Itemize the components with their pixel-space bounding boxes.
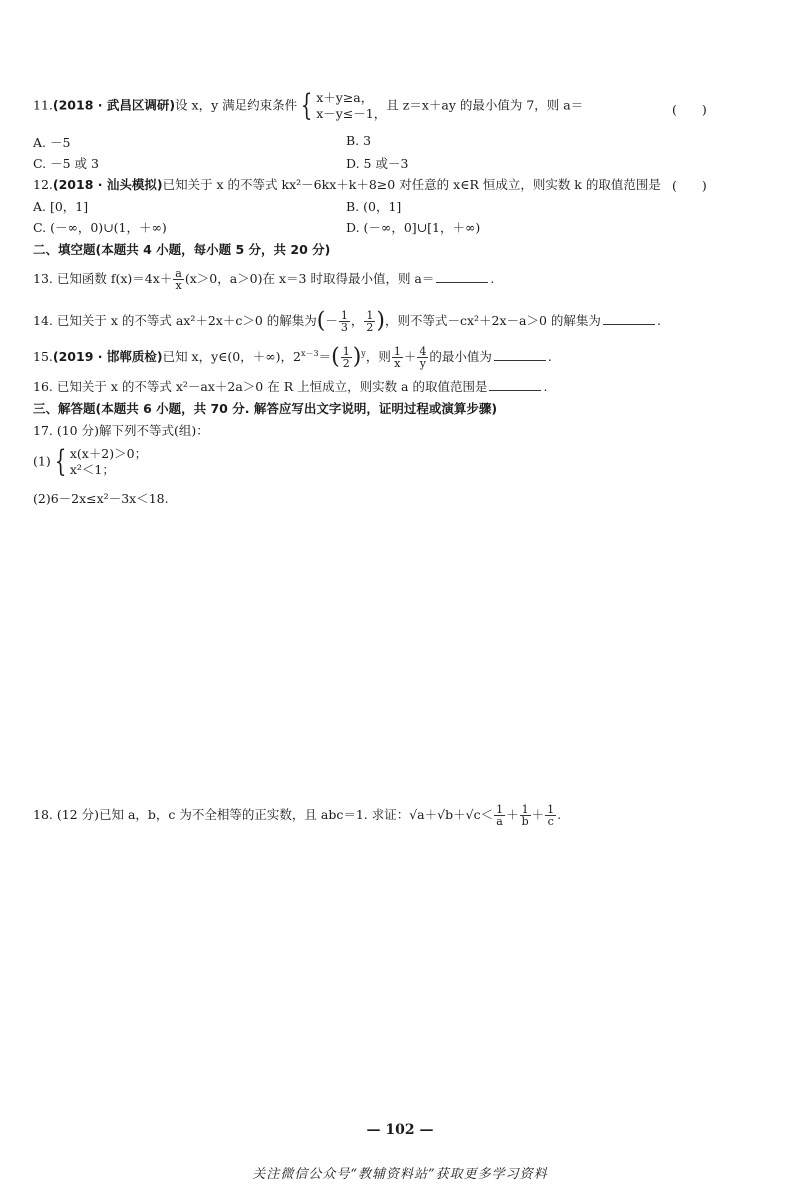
open-paren: ( (316, 308, 326, 334)
option-b: B. (0，1] (346, 199, 402, 214)
option-d: D. (－∞，0]∪[1，＋∞) (346, 220, 481, 235)
question-text: 18. (12 分)已知 a，b，c 为不全相等的正实数，且 abc＝1. 求证：√a＋√b＋√c＜ (33, 807, 494, 822)
answer-blank[interactable] (494, 348, 546, 361)
fraction (339, 310, 350, 333)
denominator: 2 (366, 321, 374, 334)
numerator: 4 (419, 345, 427, 359)
period: . (490, 271, 495, 286)
question-11 (33, 90, 583, 122)
denominator: x (175, 279, 182, 292)
question-number: 15. (33, 349, 53, 365)
section-heading-solutions: 三、解答题(本题共 6 小题，共 70 分. 解答应写出文字说明，证明过程或演算步骤) (33, 401, 498, 416)
answer-blank[interactable] (603, 312, 655, 325)
question-text: 已知 x，y∈(0，＋∞)，2 (162, 349, 301, 365)
denominator: 2 (342, 357, 350, 371)
answer-paren: ( ) (672, 102, 707, 117)
numerator: 1 (520, 804, 531, 816)
section-heading-fill-in: 二、填空题(本题共 4 小题，每小题 5 分，共 20 分) (33, 242, 331, 257)
question-source: (2018 · 汕头模拟) (52, 177, 163, 192)
question-number: 11. (33, 97, 53, 113)
denominator: x (394, 357, 401, 371)
question-text: ，则 (365, 349, 391, 365)
inequality-system (70, 446, 147, 478)
question-12 (33, 176, 661, 194)
answer-blank[interactable] (489, 378, 541, 391)
option-a: A. [0，1] (33, 199, 89, 214)
numerator: 1 (340, 309, 348, 322)
question-17: 17. (10 分)解下列不等式(组)： (33, 423, 209, 438)
fraction (520, 804, 531, 827)
question-source: (2019 · 邯郸质检) (52, 349, 163, 365)
fraction (173, 268, 184, 291)
question-text: 的最小值为 (429, 349, 492, 365)
inequality-line: x²＜1； (69, 462, 115, 477)
option-b: B. 3 (346, 133, 372, 148)
fraction (417, 346, 428, 369)
period: . (656, 313, 661, 328)
equals: ＝ (318, 349, 332, 365)
fraction (545, 804, 556, 827)
plus: ＋ (506, 807, 519, 822)
option-d: D. 5 或－3 (346, 156, 409, 171)
period: . (547, 349, 552, 365)
numerator: a (175, 267, 182, 280)
close-paren: ) (352, 344, 362, 370)
fraction (392, 346, 403, 369)
question-text: 14. 已知关于 x 的不等式 ax²＋2x＋c＞0 的解集为 (33, 313, 317, 328)
option-a: A. －5 (33, 135, 71, 150)
question-16 (33, 378, 547, 396)
question-text: (x＞0，a＞0)在 x＝3 时取得最小值，则 a＝ (184, 271, 435, 286)
exponent: y (361, 349, 366, 358)
page-number: — 102 — (366, 1122, 434, 1138)
question-17-part-2: (2)6－2x≤x²－3x＜18. (33, 491, 169, 506)
question-text: 13. 已知函数 f(x)＝4x＋ (33, 271, 173, 286)
question-text: 已知关于 x 的不等式 kx²－6kx＋k＋8≥0 对任意的 x∈R 恒成立，则实数 k 的取值范围是 (162, 177, 661, 192)
brace: { (54, 444, 66, 479)
numerator: 1 (366, 309, 374, 322)
question-text: ，则不等式－cx²＋2x－a＞0 的解集为 (384, 313, 601, 328)
answer-paren: ( ) (672, 178, 707, 193)
question-18 (33, 804, 561, 827)
fraction (341, 346, 352, 369)
question-text: 16. 已知关于 x 的不等式 x²－ax＋2a＞0 在 R 上恒成立，则实数 a 的取值范围是 (33, 379, 488, 394)
question-14 (33, 310, 661, 333)
plus: ＋ (531, 807, 545, 822)
denominator: y (419, 357, 426, 371)
numerator: 1 (547, 803, 555, 816)
denominator: b (521, 815, 529, 828)
question-text: 设 x，y 满足约束条件 (175, 97, 298, 113)
footer-note: 关注微信公众号“教辅资料站”获取更多学习资料 (252, 1167, 548, 1182)
answer-blank[interactable] (436, 270, 488, 283)
comma: ， (350, 313, 364, 328)
denominator: a (496, 815, 503, 828)
question-source: (2018 · 武昌区调研) (52, 97, 176, 113)
close-paren: ) (376, 308, 385, 334)
question-text: 且 z＝x＋ay 的最小值为 7，则 a＝ (386, 97, 584, 113)
numerator: 1 (393, 345, 401, 359)
denominator: c (547, 815, 554, 828)
inequality-line: x(x＋2)＞0； (69, 446, 148, 461)
denominator: 3 (340, 321, 348, 334)
option-c: C. (－∞，0)∪(1，＋∞) (33, 220, 167, 235)
open-paren: ( (331, 344, 340, 370)
option-c: C. －5 或 3 (33, 156, 99, 171)
plus: ＋ (403, 349, 417, 365)
constraint-line: x＋y≥a， (316, 90, 374, 105)
question-number: 12. (33, 177, 53, 192)
period: . (543, 379, 548, 394)
minus-sign: － (325, 313, 338, 328)
numerator: 1 (342, 345, 350, 359)
question-13 (33, 268, 494, 291)
fraction (494, 804, 505, 827)
constraint-system (316, 90, 386, 122)
constraint-line: x－y≤－1， (316, 106, 387, 121)
period: . (557, 807, 562, 822)
brace: { (300, 88, 313, 123)
question-15 (33, 345, 552, 369)
exponent: x－3 (300, 349, 319, 358)
numerator: 1 (496, 803, 504, 816)
part-label: (1) (33, 453, 51, 469)
question-17-part-1 (33, 446, 147, 478)
fraction (364, 310, 375, 333)
